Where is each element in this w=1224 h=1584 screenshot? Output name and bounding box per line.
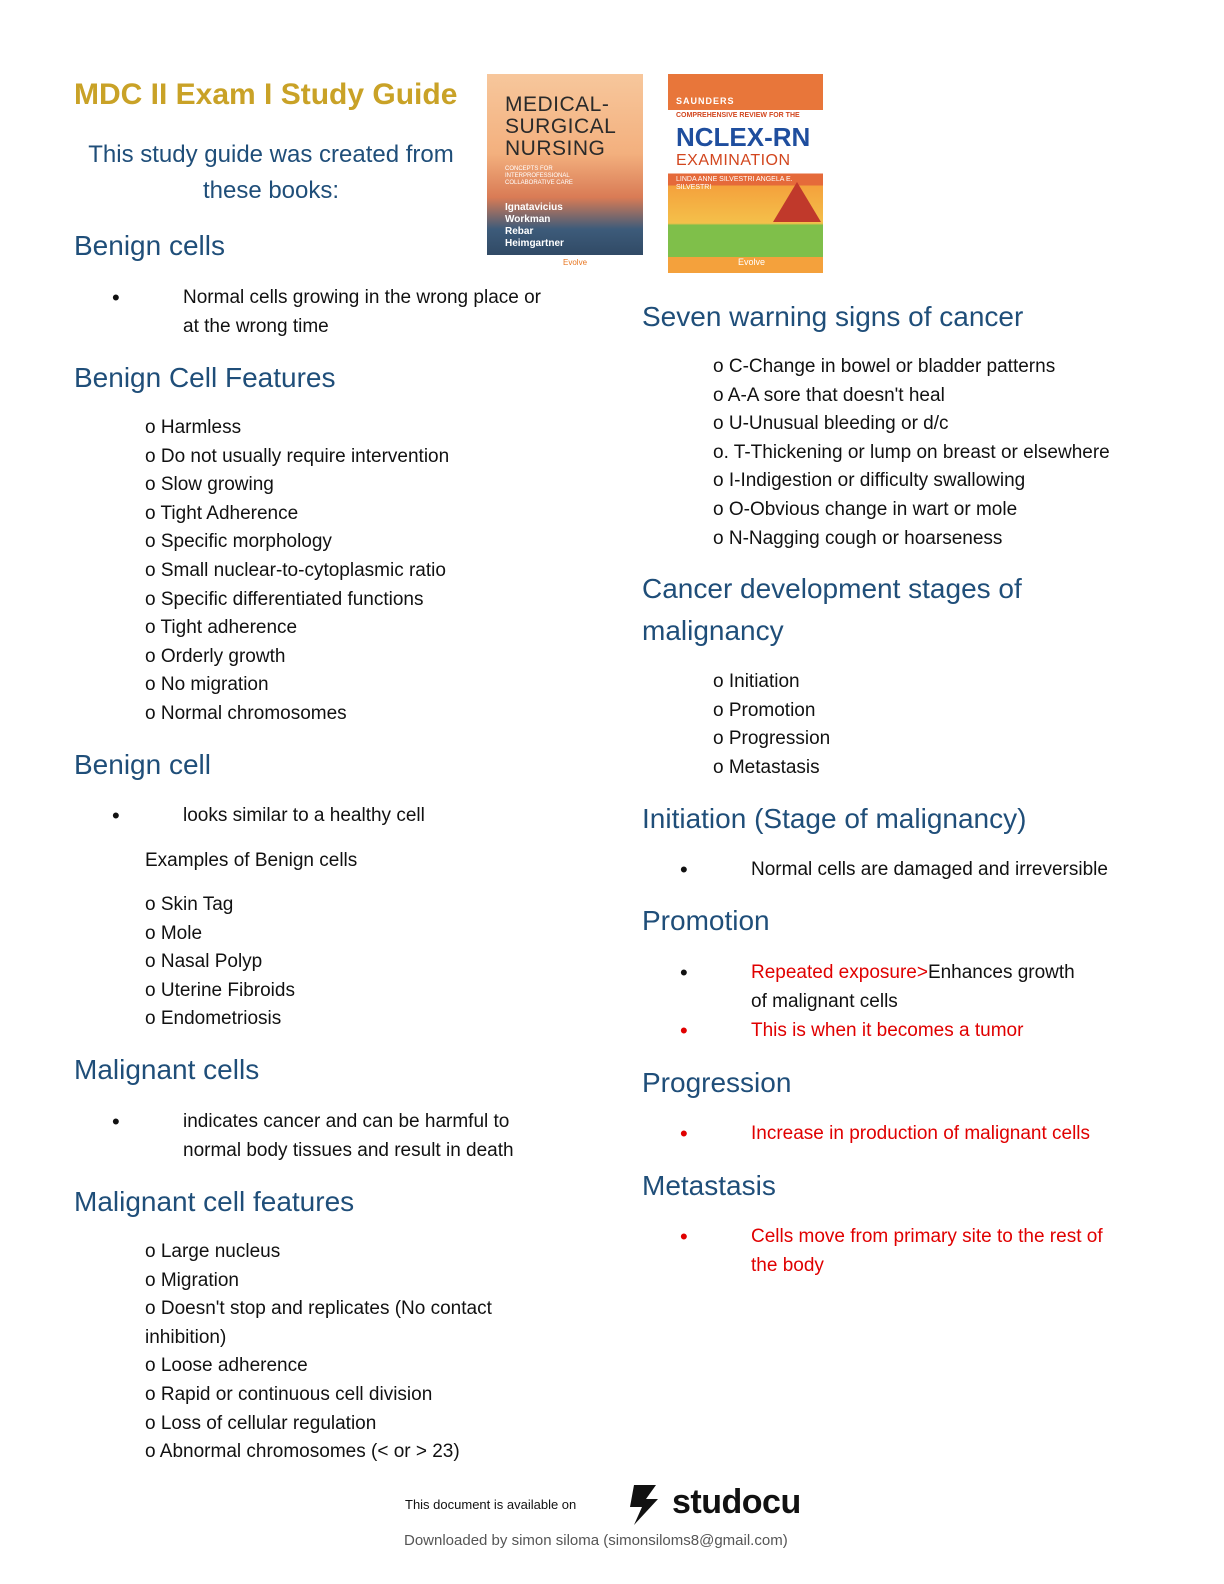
- nclex-publisher: SAUNDERS: [676, 96, 735, 106]
- list-item: o Metastasis: [713, 756, 820, 778]
- list-item: o Mole: [145, 922, 203, 944]
- benign-cells-heading: Benign cells: [74, 230, 225, 261]
- page-title: MDC II Exam I Study Guide: [74, 78, 458, 111]
- stages-heading-line1: Cancer development stages of: [642, 573, 1022, 604]
- list-item: o Do not usually require intervention: [145, 445, 450, 467]
- list-item: • Normal cells are damaged and irreversible: [680, 856, 1140, 885]
- nclex-comprehensive: COMPREHENSIVE REVIEW FOR THE: [676, 112, 800, 119]
- list-item: • indicates cancer and can be harmful to normal body tissues and result in death: [112, 1108, 562, 1165]
- list-item: o Nasal Polyp: [145, 951, 263, 973]
- list-item: o Specific differentiated functions: [145, 588, 424, 610]
- nclex-footer: Evolve: [738, 257, 766, 267]
- list-item: o Initiation: [713, 671, 800, 692]
- malignant-cells-list: [112, 1108, 562, 1166]
- list-item: • Normal cells growing in the wrong place or at the wrong time: [112, 284, 562, 341]
- list-item: o Loose adherence: [145, 1355, 308, 1377]
- list-item: o A-A sore that doesn't heal: [713, 384, 945, 406]
- nclex-book-cover: [668, 74, 823, 273]
- promotion-heading: Promotion: [642, 905, 770, 936]
- medsurg-book-cover: [487, 74, 643, 273]
- list-item: o I-Indigestion or difficulty swallowing: [713, 470, 1026, 492]
- list-item: • looks similar to a healthy cell: [112, 802, 562, 831]
- list-item: o Harmless: [145, 417, 242, 438]
- nclex-authors: LINDA ANNE SILVESTRI ANGELA E. SILVESTRI: [676, 176, 793, 191]
- initiation-list: [680, 856, 1140, 886]
- list-item: o Normal chromosomes: [145, 702, 347, 724]
- benign-features-list: [145, 414, 449, 729]
- list-item: o Doesn't stop and replicates (No contact: [145, 1298, 492, 1320]
- list-item: o N-Nagging cough or hoarseness: [713, 527, 1003, 549]
- benign-features-heading: Benign Cell Features: [74, 362, 336, 393]
- nclex-name: NCLEX-RN: [676, 122, 811, 152]
- list-item: o O-Obvious change in wart or mole: [713, 498, 1018, 520]
- benign-cells-list: [112, 284, 562, 342]
- warning-signs-list: [713, 353, 1110, 553]
- benign-cell-list: [112, 802, 562, 832]
- stages-heading-line2: malignancy: [642, 615, 784, 646]
- list-item: o C-Change in bowel or bladder patterns: [713, 356, 1056, 377]
- medsurg-footer: Evolve: [487, 255, 643, 273]
- malignant-features-list: [145, 1238, 492, 1467]
- list-item: [680, 959, 1080, 1016]
- downloaded-by-text: Downloaded by simon siloma (simonsiloms8@gmail.com): [404, 1532, 788, 1549]
- availability-text: This document is available on: [405, 1497, 577, 1512]
- list-item: o Small nuclear-to-cytoplasmic ratio: [145, 559, 446, 581]
- list-item: o Migration: [145, 1269, 239, 1291]
- list-item: o Large nucleus: [145, 1241, 281, 1262]
- metastasis-list: [680, 1223, 1130, 1281]
- progression-list: [680, 1120, 1140, 1150]
- list-item: o Skin Tag: [145, 894, 234, 915]
- malignant-features-heading: Malignant cell features: [74, 1186, 355, 1217]
- progression-heading: Progression: [642, 1067, 792, 1098]
- examples-label: Examples of Benign cells: [145, 850, 358, 871]
- benign-examples-list: [145, 891, 295, 1034]
- studocu-brand[interactable]: studocu: [672, 1483, 801, 1521]
- studocu-logo-icon: [620, 1481, 668, 1527]
- medsurg-title: MEDICAL- SURGICAL NURSING: [505, 93, 617, 160]
- promotion-black-text: Enhances growth of malignant cells: [751, 962, 1075, 1012]
- promotion-red-text: Repeated exposure>: [751, 962, 928, 983]
- promotion-list: [680, 959, 1080, 1047]
- list-item: o Abnormal chromosomes (< or > 23): [145, 1441, 460, 1463]
- benign-cell-heading: Benign cell: [74, 749, 211, 780]
- list-item: o Endometriosis: [145, 1008, 282, 1030]
- warning-signs-heading: Seven warning signs of cancer: [642, 301, 1024, 332]
- list-item: • Cells move from primary site to the rest of the body: [680, 1223, 1130, 1280]
- medsurg-authors: Ignatavicius Workman Rebar Heimgartner: [505, 202, 564, 249]
- list-item: o. T-Thickening or lump on breast or elsewhere: [713, 441, 1110, 463]
- malignant-cells-heading: Malignant cells: [74, 1054, 260, 1085]
- list-item: o Promotion: [713, 699, 816, 721]
- list-item: o No migration: [145, 674, 269, 696]
- list-item: o Tight Adherence: [145, 502, 299, 524]
- pyramid-graphic: [773, 182, 821, 222]
- intro-text: This study guide was created from these books:: [88, 141, 454, 204]
- list-item: inhibition): [145, 1326, 227, 1348]
- metastasis-heading: Metastasis: [642, 1170, 776, 1201]
- list-item: o Progression: [713, 728, 831, 750]
- initiation-heading: Initiation (Stage of malignancy): [642, 803, 1027, 834]
- list-item: o U-Unusual bleeding or d/c: [713, 413, 949, 435]
- list-item: o Orderly growth: [145, 645, 286, 667]
- list-item: o Loss of cellular regulation: [145, 1412, 377, 1434]
- list-item: o Specific morphology: [145, 531, 332, 553]
- list-item: o Slow growing: [145, 474, 274, 496]
- list-item: • This is when it becomes a tumor: [680, 1017, 1080, 1046]
- list-item: o Tight adherence: [145, 617, 298, 639]
- stages-list: [713, 668, 830, 782]
- list-item: o Uterine Fibroids: [145, 979, 295, 1001]
- medsurg-subtitle: CONCEPTS FOR INTERPROFESSIONAL COLLABORATIVE CARE: [505, 166, 573, 186]
- list-item: • Increase in production of malignant cells: [680, 1120, 1140, 1149]
- list-item: o Rapid or continuous cell division: [145, 1383, 433, 1405]
- nclex-exam: EXAMINATION: [676, 152, 791, 169]
